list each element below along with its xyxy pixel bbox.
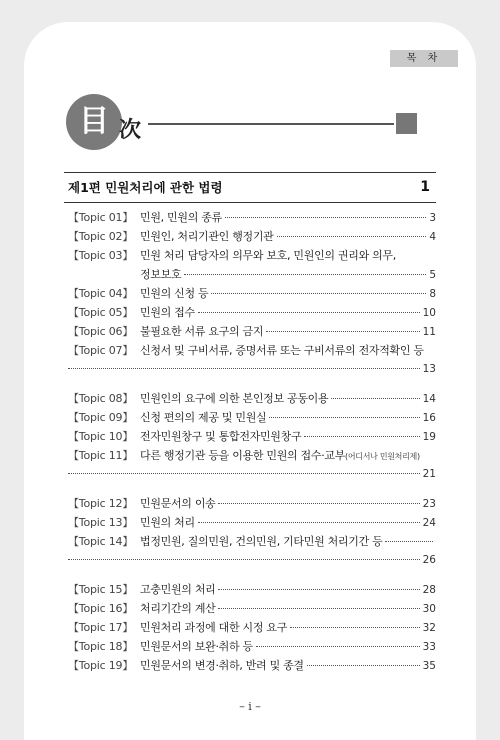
topic-title: 민원, 민원의 종류	[140, 211, 222, 224]
topic-page: 35	[422, 660, 436, 672]
dot-leader	[256, 645, 420, 647]
topic-code: 【Topic 11】	[68, 449, 134, 462]
topic-title: 민원의 신청 등	[140, 287, 209, 300]
dot-leader	[68, 472, 420, 474]
topic-code: 【Topic 10】	[68, 430, 134, 443]
topic-code: 【Topic 16】	[68, 602, 134, 615]
topic-title: 민원인의 요구에 의한 본인정보 공동이용	[140, 392, 329, 405]
topic-code: 【Topic 18】	[68, 640, 134, 653]
topic-title: 민원인, 처리기관인 행정기관	[140, 230, 274, 243]
toc-entry[interactable]	[68, 284, 436, 303]
toc-entry[interactable]	[68, 427, 436, 446]
topic-title: 처리기간의 계산	[140, 602, 216, 615]
section-tab: 목 차	[390, 50, 458, 67]
topic-code: 【Topic 12】	[68, 497, 134, 510]
topic-code: 【Topic 09】	[68, 411, 134, 424]
topic-page: 26	[422, 554, 436, 566]
topic-code: 【Topic 04】	[68, 287, 134, 300]
topic-code: 【Topic 14】	[68, 535, 134, 548]
toc-entry[interactable]	[68, 303, 436, 322]
topic-code: 【Topic 03】	[68, 249, 134, 262]
toc-entry[interactable]	[68, 618, 436, 637]
logo-square	[396, 113, 417, 134]
topic-page: 5	[429, 269, 436, 281]
toc-entry[interactable]	[68, 599, 436, 618]
toc-entry[interactable]	[68, 341, 436, 379]
topic-title: 전자민원창구 및 통합전자민원창구	[140, 430, 302, 443]
toc-logo-circle: 目	[66, 94, 122, 150]
topic-page: 19	[422, 431, 436, 443]
topic-title: 민원의 접수	[140, 306, 195, 319]
toc-entry[interactable]	[68, 580, 436, 599]
dot-leader	[290, 626, 420, 628]
topic-code: 【Topic 01】	[68, 211, 134, 224]
topic-page: 10	[422, 307, 436, 319]
toc-entry[interactable]	[68, 513, 436, 532]
toc-entry[interactable]	[68, 227, 436, 246]
topic-page: 16	[422, 412, 436, 424]
dot-leader	[269, 416, 419, 418]
topic-code: 【Topic 05】	[68, 306, 134, 319]
dot-leader	[68, 367, 420, 369]
topic-title: 민원 처리 담당자의 의무와 보호, 민원인의 권리와 의무,	[140, 249, 396, 262]
topic-code: 【Topic 06】	[68, 325, 134, 338]
dot-leader	[211, 292, 426, 294]
topic-code: 【Topic 07】	[68, 344, 134, 357]
dot-leader	[218, 588, 419, 590]
topic-page: 23	[422, 498, 436, 510]
toc-entry[interactable]	[68, 408, 436, 427]
topic-title: 고충민원의 처리	[140, 583, 216, 596]
topic-title: 신청 편의의 제공 및 민원실	[140, 411, 267, 424]
toc-entry[interactable]	[68, 637, 436, 656]
dot-leader	[277, 235, 427, 237]
topic-page: 33	[422, 641, 436, 653]
topic-code: 【Topic 02】	[68, 230, 134, 243]
topic-title: 법정민원, 질의민원, 건의민원, 기타민원 처리기간 등	[140, 535, 383, 548]
topic-page: 21	[422, 468, 436, 480]
dot-leader	[225, 216, 426, 218]
page-folio: – i –	[239, 700, 261, 713]
topic-page: 11	[422, 326, 436, 338]
dot-leader	[266, 330, 419, 332]
toc-entry[interactable]	[68, 532, 436, 570]
toc-entry[interactable]	[68, 322, 436, 341]
topic-page: 24	[422, 517, 436, 529]
dot-leader	[68, 558, 420, 560]
topic-title: 민원의 처리	[140, 516, 195, 529]
toc-entry[interactable]	[68, 208, 436, 227]
toc-entry[interactable]	[68, 494, 436, 513]
topic-code: 【Topic 19】	[68, 659, 134, 672]
part-title: 제1편 민원처리에 관한 법령	[68, 180, 223, 195]
logo-rule	[148, 123, 394, 125]
topic-title: 민원문서의 변경·취하, 반려 및 종결	[140, 659, 304, 672]
topic-page: 8	[429, 288, 436, 300]
dot-leader	[331, 397, 419, 399]
topic-page: 30	[422, 603, 436, 615]
topic-page: 3	[429, 212, 436, 224]
topic-page: 14	[422, 393, 436, 405]
topic-title-continued: 정보보호	[140, 268, 182, 281]
topic-title: 민원문서의 보완·취하 등	[140, 640, 253, 653]
dot-leader	[184, 273, 426, 275]
topic-note: (어디서나 민원처리제)	[345, 452, 420, 461]
topic-code: 【Topic 13】	[68, 516, 134, 529]
toc-entry[interactable]	[68, 656, 436, 675]
topic-title: 다른 행정기관 등을 이용한 민원의 접수·교부	[140, 449, 346, 462]
topic-page: 13	[422, 363, 436, 375]
dot-leader	[307, 664, 420, 666]
topic-page: 28	[422, 584, 436, 596]
part-heading[interactable]	[64, 172, 436, 203]
toc-list	[68, 208, 436, 675]
dot-leader	[198, 521, 420, 523]
document-page	[24, 22, 476, 740]
toc-entry[interactable]	[68, 246, 436, 284]
topic-page: 4	[429, 231, 436, 243]
dot-leader	[218, 502, 419, 504]
part-page-number: 1	[420, 179, 430, 195]
topic-code: 【Topic 15】	[68, 583, 134, 596]
topic-code: 【Topic 17】	[68, 621, 134, 634]
topic-page: 32	[422, 622, 436, 634]
dot-leader	[385, 540, 433, 542]
dot-leader	[198, 311, 420, 313]
dot-leader	[304, 435, 419, 437]
dot-leader	[218, 607, 419, 609]
topic-title: 민원문서의 이송	[140, 497, 216, 510]
topic-title: 민원처리 과정에 대한 시정 요구	[140, 621, 288, 634]
toc-logo-char: 次	[119, 117, 142, 143]
toc-entry[interactable]	[68, 446, 436, 484]
topic-code: 【Topic 08】	[68, 392, 134, 405]
toc-entry[interactable]	[68, 389, 436, 408]
topic-title: 신청서 및 구비서류, 증명서류 또는 구비서류의 전자적확인 등	[140, 344, 424, 357]
topic-title: 불필요한 서류 요구의 금지	[140, 325, 264, 338]
